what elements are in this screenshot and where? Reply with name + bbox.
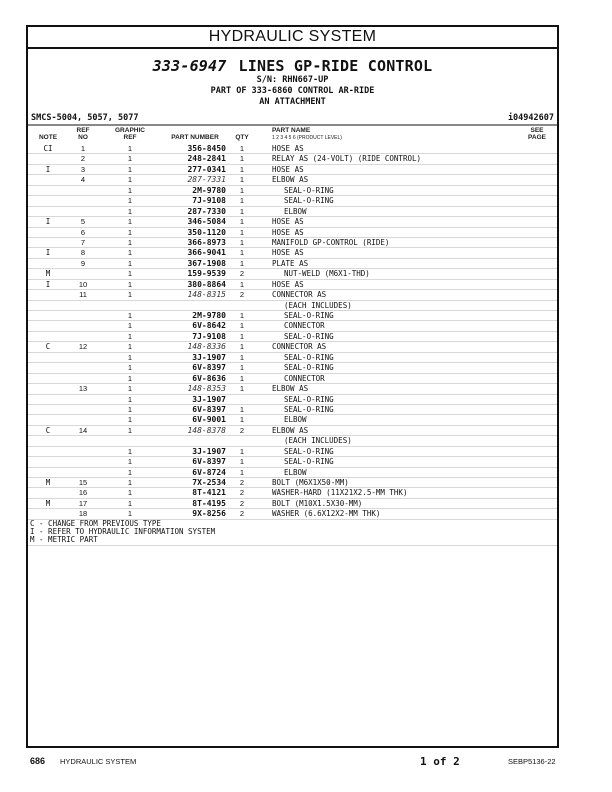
graphic-ref-cell: 1	[127, 394, 133, 404]
part-name-cell: CONNECTOR AS	[272, 290, 327, 300]
table-row	[28, 217, 557, 227]
col-part-name	[272, 128, 342, 141]
qty-cell: 1	[239, 144, 245, 153]
table-row	[28, 175, 557, 185]
part-number-cell: 6V-8397	[192, 363, 226, 373]
group-name: LINES GP-RIDE CONTROL	[238, 57, 433, 75]
col-note: NOTE	[38, 134, 58, 141]
part-name-cell: SEAL-O-RING	[284, 196, 334, 206]
part-name-cell: CONNECTOR	[284, 373, 325, 383]
part-number-cell: 148-8378	[187, 425, 226, 435]
parts-table	[28, 144, 557, 520]
graphic-ref-cell: 1	[127, 196, 133, 206]
part-number-cell: 7J-9108	[192, 196, 226, 206]
graphic-ref-cell: 1	[127, 311, 133, 320]
table-row	[28, 395, 557, 405]
graphic-ref-cell: 1	[127, 279, 133, 289]
graphic-ref-cell: 1	[127, 446, 133, 456]
part-name-cell: SEAL-O-RING	[284, 394, 334, 404]
part-name-cell: SEAL-O-RING	[284, 352, 334, 362]
graphic-ref-cell: 1	[127, 175, 133, 185]
qty-cell: 1	[239, 248, 245, 258]
part-name-cell: ELBOW AS	[272, 384, 309, 394]
part-number-cell: 6V-8397	[192, 457, 226, 467]
qty-cell: 1	[239, 227, 245, 237]
graphic-ref-cell: 1	[127, 363, 133, 373]
ref-no-cell: 7	[80, 237, 86, 247]
table-row	[28, 342, 557, 352]
qty-cell: 1	[239, 196, 245, 206]
table-row	[28, 405, 557, 415]
col-graphic-ref-line2: REF	[123, 133, 137, 141]
graphic-ref-cell: 1	[127, 384, 133, 394]
graphic-ref-cell: 1	[127, 457, 133, 467]
group-title	[28, 57, 557, 75]
col-ref-no-line2: NO	[78, 133, 88, 141]
part-number-cell: 380-8864	[187, 279, 226, 289]
qty-cell: 1	[239, 373, 245, 383]
note-m: M - METRIC PART	[30, 535, 98, 544]
part-name-cell: HOSE AS	[272, 217, 304, 227]
part-name-cell: SEAL-O-RING	[284, 457, 334, 467]
part-name-cell: (EACH INCLUDES)	[284, 436, 352, 446]
part-number-cell: 148-8336	[187, 342, 226, 352]
graphic-ref-cell: 1	[127, 467, 133, 477]
qty-cell: 1	[239, 217, 245, 227]
graphic-ref-cell: 1	[127, 185, 133, 195]
part-name-cell: SEAL-O-RING	[284, 404, 334, 414]
part-name-cell: WASHER (6.6X12X2-MM THK)	[272, 509, 381, 519]
page-number: 686	[30, 756, 46, 766]
table-row	[28, 415, 557, 425]
ref-no-cell: 4	[80, 175, 86, 185]
col-see-page-line1: SEE	[530, 127, 544, 134]
part-number-cell: 2M-9780	[192, 185, 226, 195]
note-c: C - CHANGE FROM PREVIOUS TYPE	[30, 519, 161, 528]
page-footer	[30, 756, 562, 770]
part-number-cell: 287-7331	[187, 175, 226, 185]
table-row	[28, 290, 557, 300]
note-cell: I	[45, 279, 51, 289]
table-row	[28, 447, 557, 457]
graphic-ref-cell: 1	[127, 373, 133, 383]
ref-no-cell: 6	[80, 227, 86, 237]
graphic-ref-cell: 1	[127, 509, 133, 519]
qty-cell: 2	[239, 488, 245, 498]
part-name-cell: MANIFOLD GP-CONTROL (RIDE)	[272, 237, 390, 247]
table-row	[28, 301, 557, 311]
qty-cell: 1	[239, 164, 245, 174]
qty-cell: 2	[239, 498, 245, 508]
qty-cell: 1	[239, 363, 245, 373]
part-name-cell: ELBOW	[284, 206, 307, 216]
table-row	[28, 269, 557, 279]
qty-cell: 1	[239, 352, 245, 362]
graphic-ref-cell: 1	[127, 415, 133, 425]
qty-cell: 1	[239, 185, 245, 195]
table-row	[28, 332, 557, 342]
qty-cell: 1	[239, 457, 245, 467]
col-qty: QTY	[235, 134, 249, 141]
part-name-cell: SEAL-O-RING	[284, 311, 334, 320]
ref-no-cell: 2	[80, 154, 86, 164]
graphic-ref-cell: 1	[127, 488, 133, 498]
note-cell: M	[45, 478, 51, 487]
col-ref-no-line1: REF	[76, 127, 90, 134]
part-name-cell: BOLT (M6X1X50-MM)	[272, 478, 349, 487]
qty-cell: 2	[239, 269, 245, 279]
graphic-ref-cell: 1	[127, 342, 133, 352]
qty-cell: 1	[239, 175, 245, 185]
notes-divider	[28, 545, 557, 546]
col-graphic-ref-line1: GRAPHIC	[115, 127, 145, 134]
col-product-level: 1 2 3 4 5 6 (PRODUCT LEVEL)	[272, 134, 342, 141]
part-number-cell: 3J-1907	[192, 394, 226, 404]
ref-no-cell: 12	[78, 342, 88, 352]
part-number-cell: 6V-9001	[192, 415, 226, 425]
ref-no-cell: 14	[78, 425, 88, 435]
table-row	[28, 196, 557, 206]
ref-no-cell: 8	[80, 248, 86, 258]
table-row	[28, 468, 557, 478]
col-part-number: PART NUMBER	[171, 134, 219, 141]
smcs-codes: SMCS-5004, 5057, 5077	[31, 113, 139, 123]
part-number-cell: 366-9041	[187, 248, 226, 258]
smcs-row	[28, 113, 557, 124]
qty-cell: 1	[239, 404, 245, 414]
table-row	[28, 436, 557, 446]
part-name-cell: HOSE AS	[272, 164, 304, 174]
graphic-ref-cell: 1	[127, 144, 133, 153]
qty-cell: 1	[239, 279, 245, 289]
part-of: PART OF 333-6860 CONTROL AR-RIDE	[210, 86, 375, 96]
part-name-cell: SEAL-O-RING	[284, 363, 334, 373]
header-divider	[28, 124, 557, 126]
qty-cell: 1	[239, 342, 245, 352]
col-see-page	[525, 128, 549, 141]
part-name-cell: SEAL-O-RING	[284, 446, 334, 456]
part-name-cell: BOLT (M10X1.5X30-MM)	[272, 498, 363, 508]
ref-no-cell: 9	[80, 258, 86, 268]
part-name-cell: SEAL-O-RING	[284, 331, 334, 341]
qty-cell: 1	[239, 446, 245, 456]
part-name-cell: CONNECTOR	[284, 321, 325, 331]
table-row	[28, 384, 557, 394]
attachment-label: AN ATTACHMENT	[259, 97, 326, 107]
graphic-ref-cell: 1	[127, 227, 133, 237]
footer-section: HYDRAULIC SYSTEM	[60, 757, 137, 766]
table-row	[28, 311, 557, 321]
part-number-cell: 8T-4121	[192, 488, 226, 498]
part-number-cell: 9X-8256	[192, 509, 226, 519]
graphic-ref-cell: 1	[127, 164, 133, 174]
part-number-cell: 148-8315	[187, 290, 226, 300]
qty-cell: 1	[239, 415, 245, 425]
part-number-cell: 277-0341	[187, 164, 226, 174]
table-row	[28, 154, 557, 164]
note-cell: M	[45, 498, 51, 508]
page-of: 1 of 2	[420, 755, 460, 768]
part-name-cell: SEAL-O-RING	[284, 185, 334, 195]
col-graphic-ref	[108, 128, 152, 141]
table-row	[28, 363, 557, 373]
part-number-cell: 8T-4195	[192, 498, 226, 508]
part-number-cell: 7X-2534	[192, 478, 226, 487]
note-cell: CI	[43, 144, 53, 153]
col-see-page-line2: PAGE	[528, 133, 546, 141]
part-name-cell: HOSE AS	[272, 227, 304, 237]
part-number-cell: 346-5084	[187, 217, 226, 227]
table-row	[28, 426, 557, 436]
graphic-ref-cell: 1	[127, 478, 133, 487]
graphic-ref-cell: 1	[127, 217, 133, 227]
graphic-ref-cell: 1	[127, 206, 133, 216]
graphic-ref-cell: 1	[127, 237, 133, 247]
part-name-cell: HOSE AS	[272, 248, 304, 258]
part-name-cell: PLATE AS	[272, 258, 309, 268]
part-number-cell: 2M-9780	[192, 311, 226, 320]
note-cell: I	[45, 217, 51, 227]
ref-no-cell: 10	[78, 279, 88, 289]
col-ref-no	[72, 128, 94, 141]
part-name-cell: ELBOW	[284, 467, 307, 477]
table-row	[28, 280, 557, 290]
note-cell: C	[45, 425, 51, 435]
table-row	[28, 499, 557, 509]
qty-cell: 1	[239, 331, 245, 341]
col-part-name-label: PART NAME	[272, 127, 311, 134]
table-row	[28, 207, 557, 217]
note-cell: I	[45, 164, 51, 174]
qty-cell: 1	[239, 258, 245, 268]
table-row	[28, 457, 557, 467]
part-name-cell: ELBOW	[284, 415, 307, 425]
part-number-cell: 3J-1907	[192, 352, 226, 362]
note-cell: M	[45, 269, 51, 279]
graphic-ref-cell: 1	[127, 498, 133, 508]
part-name-cell: HOSE AS	[272, 279, 304, 289]
note-cell: C	[45, 342, 51, 352]
ref-no-cell: 16	[78, 488, 88, 498]
qty-cell: 1	[239, 206, 245, 216]
part-name-cell: ELBOW AS	[272, 425, 309, 435]
ref-no-cell: 11	[79, 290, 87, 300]
part-number-cell: 148-8353	[187, 384, 226, 394]
qty-cell: 1	[239, 467, 245, 477]
part-number-cell: 350-1120	[187, 227, 226, 237]
graphic-ref-cell: 1	[127, 352, 133, 362]
qty-cell: 1	[239, 311, 245, 320]
notes-legend	[28, 520, 557, 544]
part-name-cell: WASHER-HARD (11X21X2.5-MM THK)	[272, 488, 408, 498]
qty-cell: 1	[239, 384, 245, 394]
ref-no-cell: 13	[78, 384, 88, 394]
serial-range: S/N: RHN667-UP	[256, 75, 329, 85]
part-number-cell: 248-2841	[187, 154, 226, 164]
ref-no-cell: 1	[80, 144, 86, 153]
graphic-ref-cell: 1	[127, 258, 133, 268]
note-i: I - REFER TO HYDRAULIC INFORMATION SYSTEM	[30, 527, 216, 536]
table-row	[28, 165, 557, 175]
part-name-cell: CONNECTOR AS	[272, 342, 327, 352]
table-row	[28, 259, 557, 269]
qty-cell: 1	[239, 321, 245, 331]
ref-no-cell: 5	[80, 217, 86, 227]
table-row	[28, 353, 557, 363]
ref-no-cell: 15	[78, 478, 88, 487]
ref-no-cell: 3	[80, 164, 86, 174]
part-number-cell: 367-1908	[187, 258, 226, 268]
table-row	[28, 478, 557, 488]
part-number-cell: 287-7330	[187, 206, 226, 216]
qty-cell: 1	[239, 154, 245, 164]
part-name-cell: ELBOW AS	[272, 175, 309, 185]
part-number-cell: 6V-8397	[192, 404, 226, 414]
qty-cell: 2	[239, 478, 245, 487]
part-name-cell: RELAY AS (24-VOLT) (RIDE CONTROL)	[272, 154, 422, 164]
qty-cell: 2	[239, 290, 245, 300]
graphic-ref-cell: 1	[127, 290, 133, 300]
graphic-ref-cell: 1	[127, 404, 133, 414]
graphic-ref-cell: 1	[127, 154, 133, 164]
qty-cell: 1	[239, 237, 245, 247]
part-name-cell: NUT-WELD (M6X1-THD)	[284, 269, 370, 279]
part-name-cell: (EACH INCLUDES)	[284, 300, 352, 310]
ref-no-cell: 18	[78, 509, 88, 519]
illustration-id: i04942607	[507, 113, 554, 123]
graphic-ref-cell: 1	[127, 321, 133, 331]
table-row	[28, 248, 557, 258]
ref-no-cell: 17	[78, 498, 88, 508]
qty-cell: 2	[239, 425, 245, 435]
note-cell: I	[45, 248, 51, 258]
graphic-ref-cell: 1	[127, 331, 133, 341]
part-number-cell: 6V-8642	[192, 321, 226, 331]
table-row	[28, 228, 557, 238]
table-row	[28, 374, 557, 384]
section-title: HYDRAULIC SYSTEM	[28, 27, 557, 49]
part-number-cell: 6V-8724	[192, 467, 226, 477]
parts-page	[26, 25, 559, 748]
table-row	[28, 186, 557, 196]
group-number: 333-6947	[152, 57, 227, 75]
part-number-cell: 7J-9108	[192, 331, 226, 341]
graphic-ref-cell: 1	[127, 248, 133, 258]
part-number-cell: 159-9539	[187, 269, 226, 279]
part-name-cell: HOSE AS	[272, 144, 304, 153]
doc-number: SEBP5136-22	[508, 757, 556, 766]
part-number-cell: 3J-1907	[192, 446, 226, 456]
table-row	[28, 144, 557, 154]
part-number-cell: 6V-8636	[192, 373, 226, 383]
graphic-ref-cell: 1	[127, 269, 133, 279]
qty-cell: 2	[239, 509, 245, 519]
table-row	[28, 238, 557, 248]
table-row	[28, 488, 557, 498]
table-row	[28, 321, 557, 331]
part-number-cell: 366-8973	[187, 237, 226, 247]
graphic-ref-cell: 1	[127, 425, 133, 435]
part-number-cell: 356-8450	[187, 144, 226, 153]
